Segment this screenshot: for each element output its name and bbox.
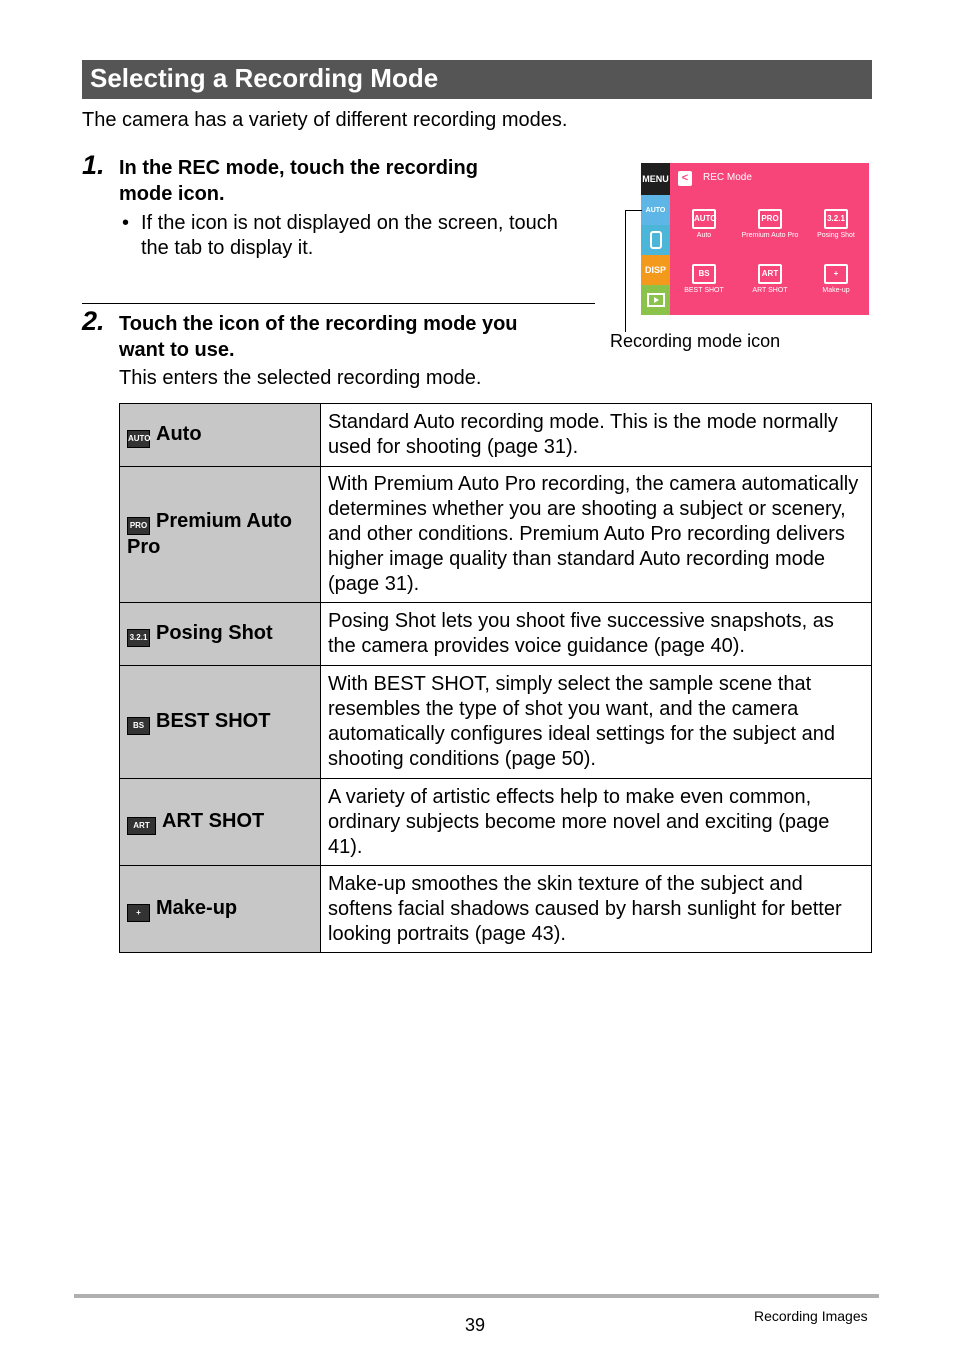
mode-name: ART SHOT [162, 810, 265, 832]
table-row [120, 666, 872, 779]
footer-section-title: Recording Images [754, 1308, 868, 1324]
make-up-icon: + [127, 904, 150, 922]
play-tab [641, 285, 670, 315]
callout-line [625, 210, 626, 332]
best-shot-icon: BS [127, 717, 150, 735]
screen-header-title: REC Mode [703, 172, 752, 183]
art-shot-icon: ART [758, 264, 782, 284]
page-number: 39 [465, 1315, 486, 1335]
tile-best-shot-label: BEST SHOT [684, 287, 724, 294]
mode-name: Make-up [156, 897, 238, 919]
camera-screen-illustration [641, 163, 869, 315]
auto-mode-icon: AUTO [692, 209, 716, 229]
best-shot-icon: BS [692, 264, 716, 284]
callout-label: Recording mode icon [610, 331, 781, 351]
table-row [120, 779, 872, 866]
table-row [120, 467, 872, 603]
table-row [120, 866, 872, 953]
tile-art-shot [737, 254, 803, 312]
disp-tab: DISP [641, 255, 670, 285]
callout-line-tick [625, 210, 642, 211]
posing-shot-icon: 3.2.1 [127, 629, 150, 647]
premium-auto-pro-icon: PRO [758, 209, 782, 229]
step-1-text-line2: mode icon. [119, 183, 225, 205]
intro-text: The camera has a variety of different recording modes. [82, 109, 568, 131]
mode-description: With Premium Auto Pro recording, the camera automatically determines whether you are shooting a subject or scenery, and other conditions. Premium Auto Pro recording delivers higher image quality than standard Auto recording mode (page 31). [321, 467, 872, 603]
mode-name-cell [120, 866, 321, 953]
tile-posing-shot-label: Posing Shot [817, 232, 855, 239]
step-1-text [119, 155, 478, 207]
mode-name: Posing Shot [156, 622, 273, 644]
step-1-bullet-line1: If the icon is not displayed on the screen, touch [141, 212, 558, 234]
mode-description: With BEST SHOT, simply select the sample scene that resembles the type of shot you want, and the camera automatically configures ideal settings for the subject and shooting conditions (page 50). [321, 666, 872, 779]
phone-tab [641, 225, 670, 255]
footer-rule [74, 1294, 879, 1298]
step-2-number: 2. [82, 306, 105, 336]
recording-modes-table [119, 403, 872, 953]
step-1-bullet-marker: • [122, 212, 130, 234]
section-title: Selecting a Recording Mode [90, 63, 439, 93]
posing-shot-icon: 3.2.1 [824, 209, 848, 229]
menu-tab: MENU [641, 163, 670, 195]
step-divider [82, 303, 595, 304]
mode-name-cell [120, 666, 321, 779]
tile-premium-auto-pro-label: Premium Auto Pro [741, 232, 799, 239]
tile-auto-label: Auto [696, 232, 712, 239]
step-2-text [119, 311, 518, 363]
mode-name-cell [120, 404, 321, 467]
mode-name-cell [120, 779, 321, 866]
tile-make-up-label: Make-up [822, 287, 850, 294]
mode-description: Make-up smoothes the skin texture of the subject and softens facial shadows caused by harsh sunlight for better looking portraits (page 43). [321, 866, 872, 953]
step-1-bullet [141, 211, 558, 261]
premium-auto-pro-icon: PRO [127, 517, 150, 535]
recording-mode-tab-label: AUTO [645, 206, 666, 214]
step-2-text-line1: Touch the icon of the recording mode you [119, 313, 518, 335]
step-2-subtext: This enters the selected recording mode. [119, 367, 482, 389]
art-shot-icon: ART [127, 817, 156, 835]
mode-name: Premium Auto Pro [127, 510, 292, 558]
make-up-icon: + [824, 264, 848, 284]
mode-description: Standard Auto recording mode. This is the mode normally used for shooting (page 31). [321, 404, 872, 467]
mode-name-cell [120, 603, 321, 666]
auto-mode-icon: AUTO [127, 430, 150, 448]
tile-auto [671, 199, 737, 257]
recording-mode-tab [641, 195, 670, 225]
tile-posing-shot [803, 199, 869, 257]
step-1-number: 1. [82, 150, 105, 180]
step-2-text-line2: want to use. [119, 339, 235, 361]
mode-name: Auto [156, 423, 202, 445]
mode-description: A variety of artistic effects help to make even common, ordinary subjects become more novel and exciting (page 41). [321, 779, 872, 866]
tile-art-shot-label: ART SHOT [752, 287, 788, 294]
tile-best-shot [671, 254, 737, 312]
table-row [120, 603, 872, 666]
mode-name-cell [120, 467, 321, 603]
mode-description: Posing Shot lets you shoot five successive snapshots, as the camera provides voice guidance (page 40). [321, 603, 872, 666]
step-1-bullet-line2: the tab to display it. [141, 237, 314, 259]
tile-premium-auto-pro [737, 199, 803, 257]
play-icon [647, 293, 665, 307]
section-header-bar [82, 60, 872, 99]
mode-name: BEST SHOT [156, 710, 271, 732]
back-arrow-icon: < [678, 171, 692, 186]
tile-make-up [803, 254, 869, 312]
screen-header [670, 163, 869, 195]
phone-icon [650, 231, 662, 249]
step-1-text-line1: In the REC mode, touch the recording [119, 157, 478, 179]
table-row [120, 404, 872, 467]
